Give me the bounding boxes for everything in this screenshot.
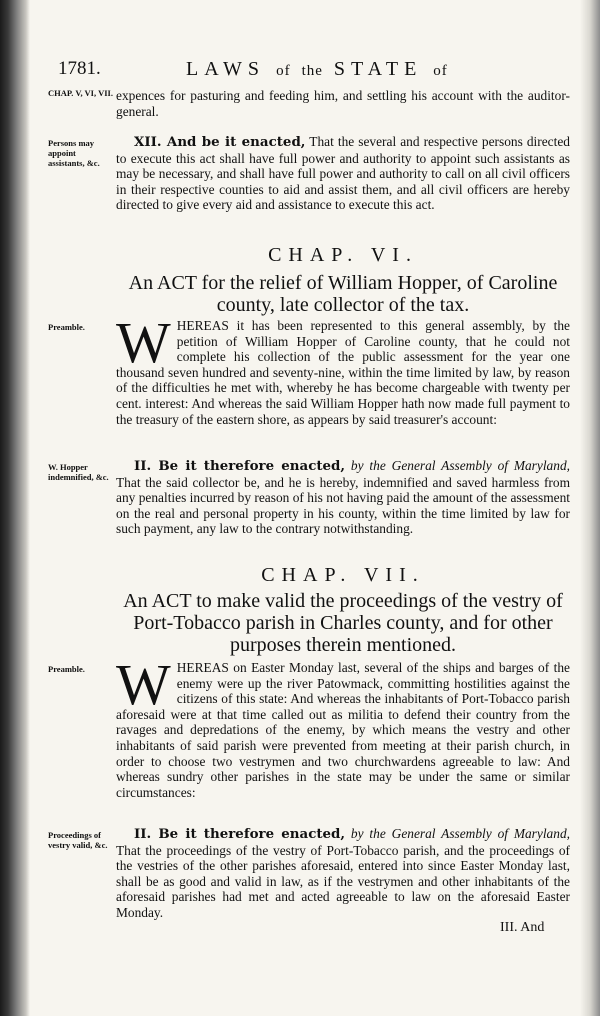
chapter-vi-heading: CHAP. VI. [268,244,418,266]
margin-note-proceedings: Proceedings of vestry valid, &c. [48,830,108,850]
chapter-vi-title: An ACT for the relief of William Hopper, of Caroline county, late collector of the tax. [128,272,558,316]
header-title: LAWS of the STATE of [186,58,448,80]
drop-cap-w: W [116,652,171,717]
chapter-vi-preamble: WHEREAS it has been represented to this general assembly, by the petition of William Hopper of Caroline county, that he could not complete his collection of the public assessment for the year one thousand seven hundred and seventy-nine, within the time limited by law, by reason of the difficulties he met with, whereby he has become chargeable with twenty per cent. interest: And whereas the said William Hopper hath now made full payment to the treasury of the eastern shore, as appears by said treasurer's account: [116,310,570,427]
header-year: 1781. [58,58,101,79]
margin-note-preamble-2: Preamble. [48,664,85,674]
chapter-vii-title: An ACT to make valid the proceedings of the vestry of Port-Tobacco parish in Charles county, and for other purposes therein mentioned. [123,590,563,656]
catchword: III. And [500,920,545,935]
page-edge-shadow [580,0,600,1016]
margin-note-preamble-1: Preamble. [48,322,85,332]
chapter-vi-enactment: II. Be it therefore enacted, by the General Assembly of Maryland, That the said collector be, and he is hereby, indemnified and saved harmless from any penalties incurred by reason of his not having paid the amount of the assessment on the real and personal property in his county, within the time limited by law for such payment, any law to the contrary notwithstanding. [116,458,570,537]
margin-note-persons: Persons may appoint assistants, &c. [48,138,100,168]
running-header [58,56,530,84]
section-xii-text: That the several and respective persons directed to execute this act shall have full power and authority to appoint such assistants as may be necessary, and shall have full power and authority to call on all civil officers in their respective counties to aid and assist them, and all civil officers are hereby directed to give every aid and assistance to execute this act. [116,134,570,213]
section-xii-lead: XII. And be it enacted, [134,134,306,150]
book-binding-shadow [0,0,30,1016]
chapter-vii-heading: CHAP. VII. [261,564,425,586]
margin-note-hopper: W. Hopper indemnified, &c. [48,462,109,482]
drop-cap-w: W [116,310,171,375]
margin-note-chap-ref: CHAP. V, VI, VII. [48,88,113,98]
chapter-vii-enactment: II. Be it therefore enacted, by the General Assembly of Maryland, That the proceedings of the vestry of Port-Tobacco parish, and the proceedings of the vestries of the other parishes aforesaid, entered into since Easter Monday last, shall be as good and valid in law, as if the vestrymen and other inhabitants of the aforesaid parishes had met and acted agreeable to law on the aforesaid Easter Monday. [116,826,570,920]
paragraph-top: expences for pasturing and feeding him, and settling his account with the auditor-general. [116,88,570,119]
section-xii [116,134,570,213]
chapter-vii-preamble: WHEREAS on Easter Monday last, several of the ships and barges of the enemy were up the river Patowmack, committing hostilities against the citizens of this state: And whereas the inhabitants of Port-Tobacco parish aforesaid were at that time called out as militia to defend their country from the ravages and depredations of the enemy, by which means the vestry and other inhabitants of said parish were prevented from meeting at their parish church, in order to choose two vestrymen and two churchwardens agreeable to law: And whereas sundry other parishes in the state may be under the same or similar circumstances: [116,652,570,800]
